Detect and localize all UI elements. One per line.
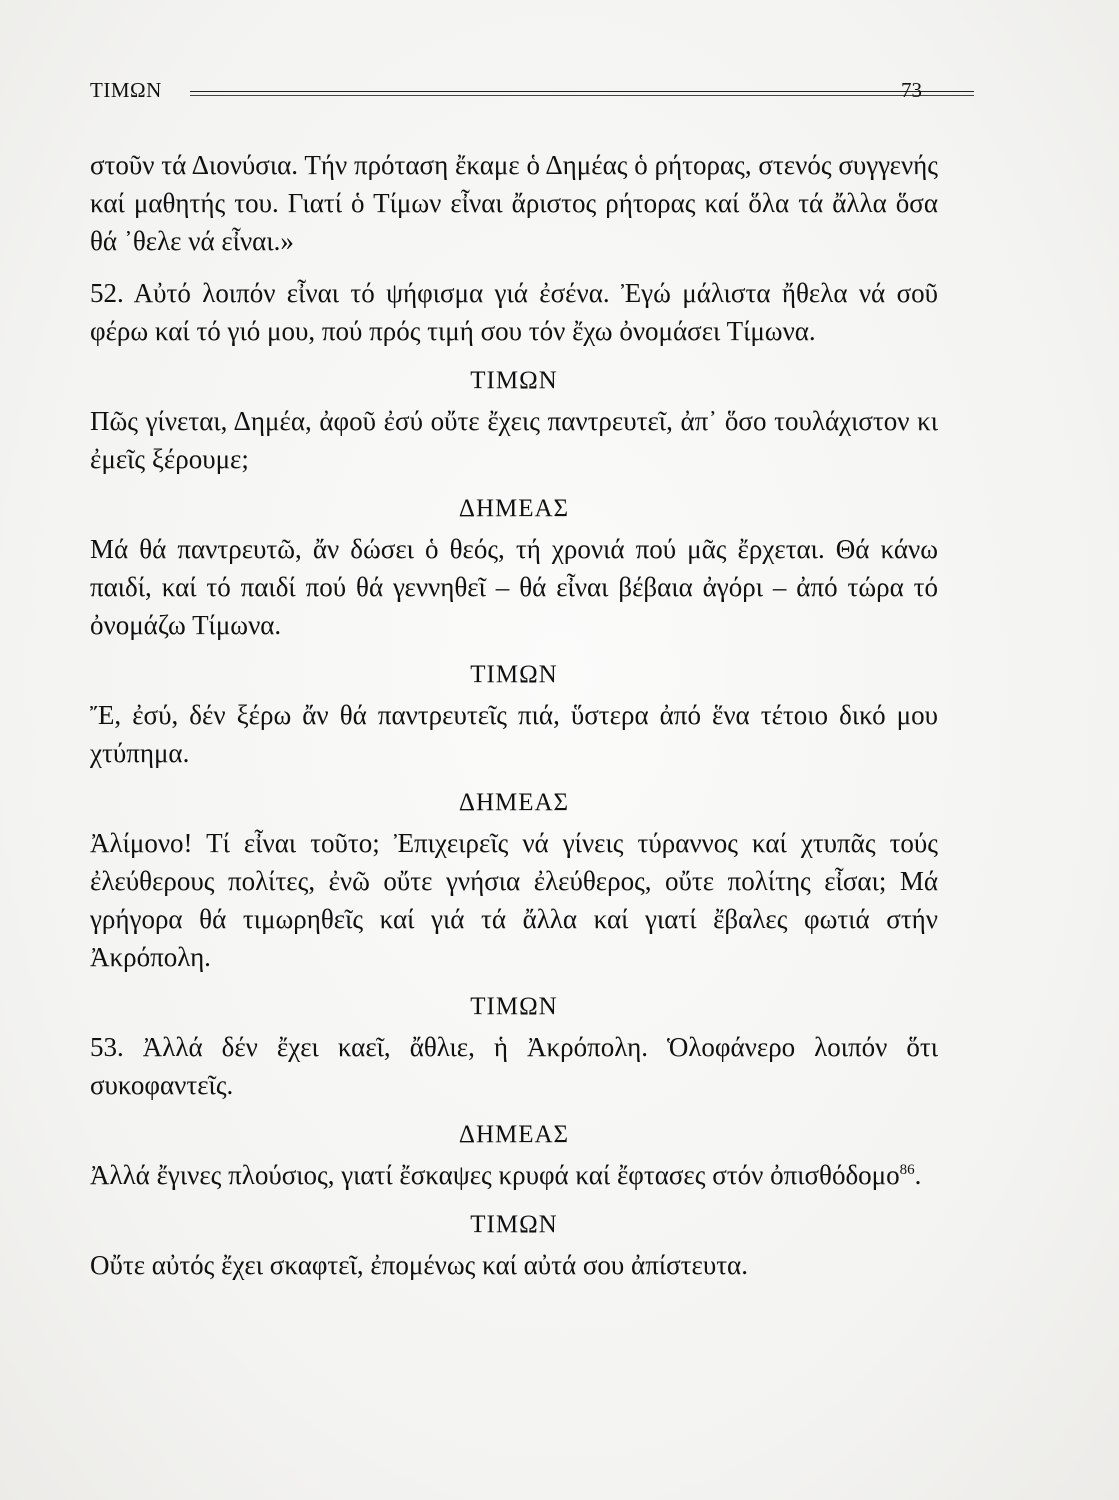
page-number: 73 bbox=[901, 78, 922, 102]
speaker-name: ΤΙΜΩΝ bbox=[470, 993, 558, 1020]
paragraph-with-footnote: Ἀλλά ἔγινες πλούσιος, γιατί ἔσκαψες κρυφά καί ἔφτασες στόν ὀπισθόδομο$^{86}$. bbox=[90, 1160, 922, 1190]
speaker-name: ΔΗΜΕΑΣ bbox=[458, 495, 570, 522]
paragraph: Οὔτε αὐτός ἔχει σκαφτεῖ, ἐπομένως καί αὐτά σου ἀπίστευτα. bbox=[90, 1250, 748, 1280]
body-text bbox=[90, 146, 938, 1298]
speaker-name: ΤΙΜΩΝ bbox=[470, 367, 558, 394]
paragraph: 53. Ἀλλά δέν ἔχει καεῖ, ἄθλιε, ἡ Ἀκρόπολη. Ὁλοφάνερο λοιπόν ὅτι συκοφαντεῖς. bbox=[90, 1032, 938, 1100]
speaker-name: ΤΙΜΩΝ bbox=[470, 661, 558, 688]
paragraph: Ἀλίμονο! Τί εἶναι τοῦτο; Ἐπιχειρεῖς νά γίνεις τύραννος καί χτυπᾶς τούς ἐλεύθερους πολίτες, ἐνῶ οὔτε γνήσια ἐλεύθερος, οὔτε πολίτης εἶσαι; Μά γρήγορα θά τιμωρηθεῖς καί γιά τά ἄλλα καί γιατί ἔβαλες φωτιά στήν Ἀκρόπολη. bbox=[90, 828, 938, 972]
paragraph: Ἔ, ἐσύ, δέν ξέρω ἄν θά παντρευτεῖς πιά, ὕστερα ἀπό ἕνα τέτοιο δικό μου χτύπημα. bbox=[90, 700, 938, 768]
speaker-name: ΤΙΜΩΝ bbox=[470, 1211, 558, 1238]
running-title: ΤΙΜΩΝ bbox=[90, 78, 162, 102]
footnote-marker[interactable]: 86 bbox=[899, 1162, 915, 1178]
page-header bbox=[90, 78, 922, 108]
speaker-name: ΔΗΜΕΑΣ bbox=[458, 1121, 570, 1148]
header-rule-second bbox=[190, 95, 974, 96]
paragraph-text: Ἀλλά ἔγινες πλούσιος, γιατί ἔσκαψες κρυφά καί ἔφτασες στόν ὀπισθόδομο bbox=[90, 1160, 900, 1190]
paragraph: 52. Αὐτό λοιπόν εἶναι τό ψήφισμα γιά ἐσένα. Ἐγώ μάλιστα ἤθελα νά σοῦ φέρω καί τό γιό μου, πού πρός τιμή σου τόν ἔχω ὀνομάσει Τίμωνα. bbox=[90, 278, 938, 346]
paragraph: στοῦν τά Διονύσια. Τήν πρόταση ἔκαμε ὁ Δημέας ὁ ρήτορας, στενός συγγενής καί μαθητής του. Γιατί ὁ Τίμων εἶναι ἄριστος ρήτορας καί ὅλα τά ἄλλα ὅσα θά ᾿θελε νά εἶναι.» bbox=[90, 150, 938, 256]
paragraph: Πῶς γίνεται, Δημέα, ἀφοῦ ἐσύ οὔτε ἔχεις παντρευτεῖ, ἀπ᾿ ὅσο τουλάχιστον κι ἐμεῖς ξέρουμε; bbox=[90, 406, 938, 474]
paragraph: Μά θά παντρευτῶ, ἄν δώσει ὁ θεός, τή χρονιά πού μᾶς ἔρχεται. Θά κάνω παιδί, καί τό παιδί πού θά γεννηθεῖ – θά εἶναι βέβαια ἀγόρι – ἀπό τώρα τό ὀνομάζω Τίμωνα. bbox=[90, 534, 938, 640]
speaker-name: ΔΗΜΕΑΣ bbox=[458, 789, 570, 816]
header-rule bbox=[190, 91, 974, 92]
